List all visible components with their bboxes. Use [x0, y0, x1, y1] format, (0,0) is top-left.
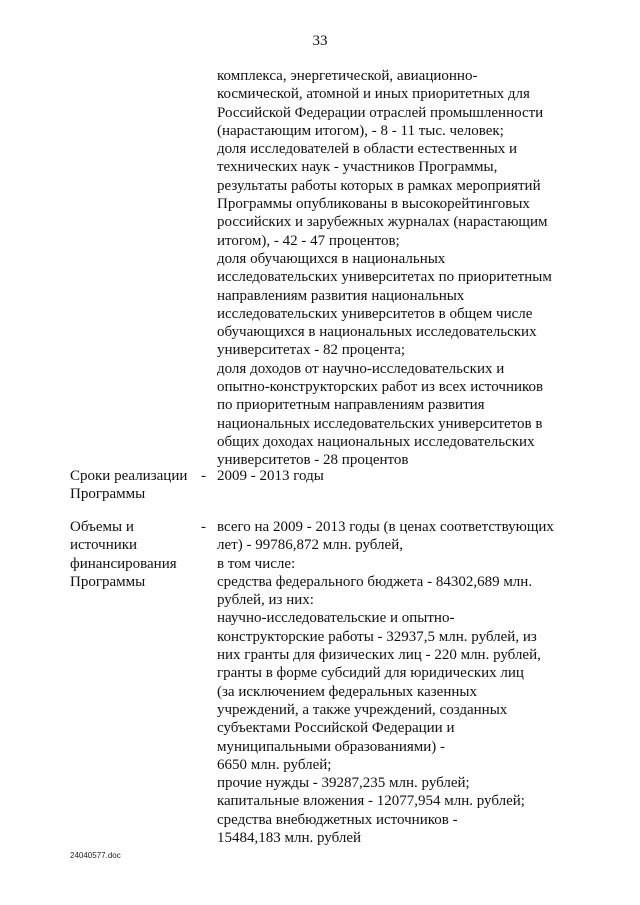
label-line: финансирования: [70, 555, 177, 572]
page-number: 33: [312, 33, 328, 49]
text-line: исследовательских университетов в общем числе: [217, 305, 533, 322]
value-line: средства федерального бюджета - 84302,689 млн.: [217, 573, 533, 590]
separator-dash: -: [201, 468, 206, 484]
value-line: прочие нужды - 39287,235 млн. рублей;: [217, 775, 470, 792]
value-line: 2009 - 2013 годы: [217, 468, 324, 484]
text-line: опытно-конструкторских работ из всех источников: [217, 379, 544, 396]
label-line: источники: [70, 537, 138, 554]
period-label: [70, 467, 195, 504]
text-line: доля исследователей в области естественных и: [217, 141, 518, 158]
value-line: муниципальными образованиями) -: [217, 738, 446, 755]
text-line: университетах - 82 процента;: [217, 342, 406, 359]
text-line: результаты работы которых в рамках мероприятий: [217, 177, 541, 194]
value-line: лет) - 99786,872 млн. рублей,: [217, 537, 403, 554]
text-line: технических наук - участников Программы,: [217, 159, 498, 176]
value-line: конструкторские работы - 32937,5 млн. рублей, из: [217, 628, 537, 645]
funding-label: [70, 518, 195, 591]
text-line: направлениям развития национальных: [217, 287, 465, 304]
period-value: [217, 467, 587, 485]
value-line: (за исключением федеральных казенных: [217, 683, 477, 700]
text-line: исследовательских университетах по приоритетным: [217, 269, 552, 286]
label-line: Программы: [70, 573, 146, 590]
text-line: комплекса, энергетической, авиационно-: [217, 68, 478, 84]
text-line: космической, атомной и иных приоритетных для: [217, 86, 530, 103]
text-line: итогом), - 42 - 47 процентов;: [217, 232, 400, 249]
label-line: Сроки реализации: [70, 468, 188, 484]
text-line: доля доходов от научно-исследовательских и: [217, 360, 505, 377]
value-line: в том числе:: [217, 555, 296, 572]
value-line: субъектами Российской Федерации и: [217, 720, 455, 737]
text-line: по приоритетным направлениям развития: [217, 397, 485, 414]
text-line: университетов - 28 процентов: [217, 452, 409, 469]
text-line: Российской Федерации отраслей промышленности: [217, 104, 544, 121]
separator-dash: -: [201, 519, 206, 535]
value-line: них гранты для физических лиц - 220 млн. рублей,: [217, 647, 541, 664]
text-line: российских и зарубежных журналах (нарастающим: [217, 214, 548, 231]
continued-indicators-text: [217, 67, 587, 470]
value-line: 6650 млн. рублей;: [217, 756, 332, 773]
value-line: 15484,183 млн. рублей: [217, 830, 362, 847]
text-line: (нарастающим итогом), - 8 - 11 тыс. человек;: [217, 122, 504, 139]
value-line: научно-исследовательские и опытно-: [217, 610, 455, 627]
funding-value: [217, 518, 587, 847]
label-line: Объемы и: [70, 519, 134, 535]
text-line: доля обучающихся в национальных: [217, 250, 446, 267]
label-line: Программы: [70, 486, 146, 503]
value-line: учреждений, а также учреждений, созданных: [217, 701, 508, 718]
value-line: гранты в форме субсидий для юридических лиц: [217, 665, 524, 682]
value-line: капитальные вложения - 12077,954 млн. рублей;: [217, 793, 525, 810]
value-line: рублей, из них:: [217, 592, 314, 609]
text-line: национальных исследовательских университетов в: [217, 415, 543, 432]
text-line: Программы опубликованы в высокорейтинговых: [217, 196, 530, 213]
value-line: средства внебюджетных источников -: [217, 811, 458, 828]
value-line: всего на 2009 - 2013 годы (в ценах соответствующих: [217, 519, 554, 535]
document-filename: 24040577.doc: [70, 851, 121, 860]
text-line: обучающихся в национальных исследовательских: [217, 324, 537, 341]
text-line: общих доходах национальных исследовательских: [217, 433, 535, 450]
